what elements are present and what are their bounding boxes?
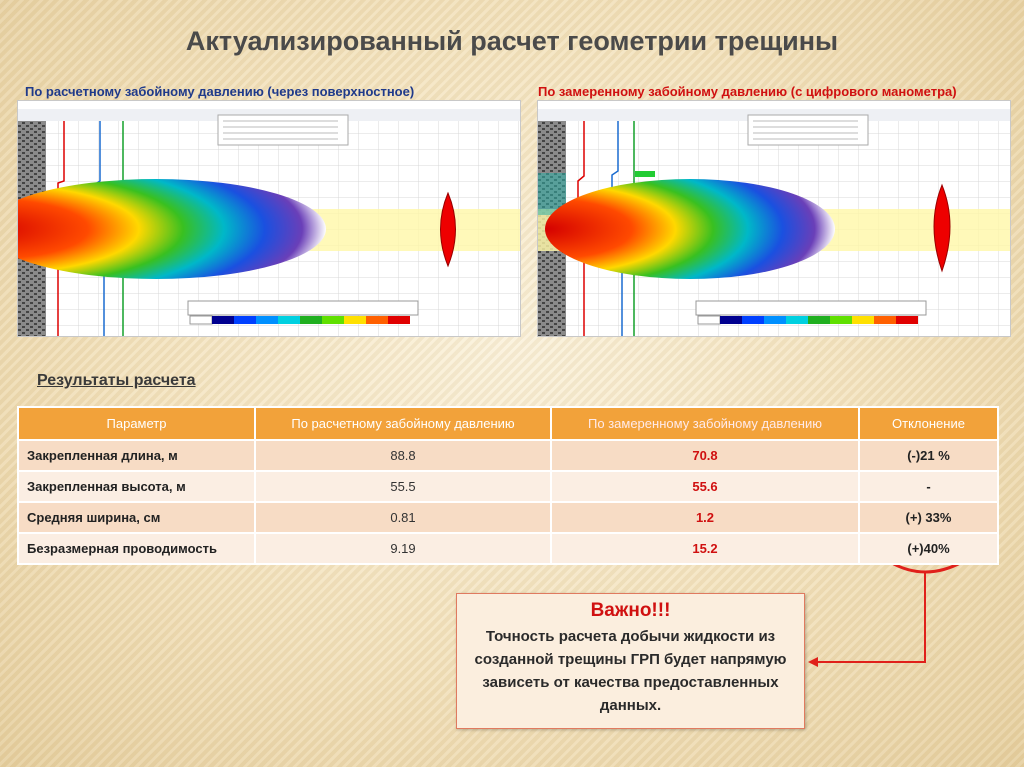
param-cell: Закрепленная высота, м — [18, 471, 255, 502]
header-measured: По замеренному забойному давлению — [551, 407, 859, 440]
table-row — [18, 502, 998, 533]
fracture-image-measured — [537, 100, 1011, 337]
calc-cell: 88.8 — [255, 440, 551, 471]
note-heading: Важно!!! — [590, 600, 671, 621]
table-header-row — [18, 407, 998, 440]
calc-cell: 9.19 — [255, 533, 551, 564]
measured-cell: 55.6 — [551, 471, 859, 502]
calc-cell: 0.81 — [255, 502, 551, 533]
header-deviation: Отклонение — [859, 407, 998, 440]
measured-cell: 1.2 — [551, 502, 859, 533]
measured-cell: 15.2 — [551, 533, 859, 564]
measured-cell: 70.8 — [551, 440, 859, 471]
header-param: Параметр — [18, 407, 255, 440]
table-row — [18, 440, 998, 471]
page-title: Актуализированный расчет геометрии трещины — [185, 26, 839, 56]
param-cell: Средняя ширина, см — [18, 502, 255, 533]
table-row — [18, 471, 998, 502]
param-cell: Закрепленная длина, м — [18, 440, 255, 471]
caption-measured: По замеренному забойному давлению (с цифрового манометра) — [538, 84, 957, 99]
deviation-cell: - — [859, 471, 998, 502]
header-calculated: По расчетному забойному давлению — [255, 407, 551, 440]
param-cell: Безразмерная проводимость — [18, 533, 255, 564]
caption-calculated: По расчетному забойному давлению (через поверхностное) — [25, 84, 415, 99]
table-row — [18, 533, 998, 564]
results-table — [17, 406, 999, 565]
note-text: Точность расчета добычи жидкости из созданной трещины ГРП будет напрямую зависеть от качества предоставленных данных. — [474, 628, 787, 714]
calc-cell: 55.5 — [255, 471, 551, 502]
important-note — [456, 593, 805, 729]
deviation-cell: (+) 33% — [859, 502, 998, 533]
fracture-image-calculated — [17, 100, 521, 337]
deviation-cell: (+)40% — [859, 533, 998, 564]
deviation-cell: (-)21 % — [859, 440, 998, 471]
section-title: Результаты расчета — [37, 372, 196, 389]
